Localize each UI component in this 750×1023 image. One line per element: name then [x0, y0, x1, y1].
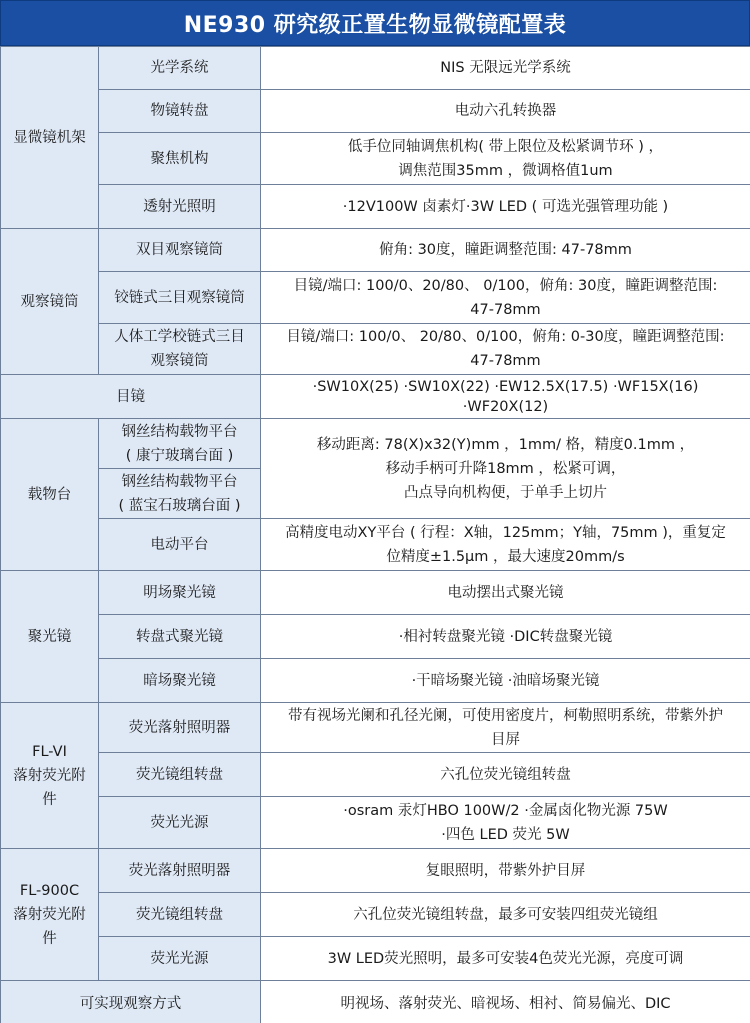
item-cell	[99, 133, 261, 185]
category-label: 落射荧光附	[13, 767, 86, 784]
category-label: 聚光镜	[27, 628, 72, 645]
item-cell	[99, 47, 261, 90]
value-cell	[261, 571, 750, 615]
category-label: 显微镜机架	[13, 129, 86, 146]
value-cell	[261, 324, 750, 375]
item-cell	[99, 272, 261, 324]
category-label: 件	[42, 791, 57, 808]
category-cell	[1, 571, 99, 703]
category-label: FL-900C	[19, 882, 80, 899]
value-text: 目镜/端口: 100/0、20/80、 0/100，俯角: 30度，瞳距调整范围:	[293, 277, 718, 294]
value-text: 目屏	[491, 731, 520, 748]
value-cell	[261, 937, 750, 981]
category-label: 目镜	[116, 388, 145, 405]
value-text: 47-78mm	[470, 353, 541, 369]
table-row	[1, 519, 750, 571]
value-cell	[261, 849, 750, 893]
value-text: 调焦范围35mm ，微调格值1um	[398, 162, 613, 179]
value-text: 凸点导向机构便，于单手上切片	[404, 484, 607, 501]
table-row	[1, 849, 750, 893]
value-text: 电动摆出式聚光镜	[447, 584, 564, 601]
item-label: 铰链式三目观察镜筒	[114, 289, 245, 306]
table-row	[1, 375, 750, 419]
item-label: ( 蓝宝石玻璃台面 )	[118, 497, 241, 514]
item-label: 钢丝结构载物平台	[121, 473, 238, 490]
value-text: 六孔位荧光镜组转盘	[440, 766, 571, 783]
table-row	[1, 133, 750, 185]
table-row	[1, 615, 750, 659]
value-text: 低手位同轴调焦机构( 带上限位及松紧调节环 ) ，	[347, 138, 664, 155]
value-text: 高精度电动XY平台 ( 行程：X轴，125mm；Y轴，75mm )，重复定	[285, 524, 726, 541]
item-cell	[99, 469, 261, 519]
value-text: 目镜/端口: 100/0、 20/80、0/100，俯角: 0-30度，瞳距调整范围:	[286, 329, 725, 345]
item-cell	[99, 90, 261, 133]
value-text: NIS 无限远光学系统	[440, 60, 571, 76]
value-cell	[261, 185, 750, 229]
item-cell	[99, 937, 261, 981]
table-row	[1, 571, 750, 615]
category-cell	[1, 229, 99, 375]
value-cell	[261, 659, 750, 703]
value-cell	[261, 703, 750, 753]
item-label: 暗场聚光镜	[143, 672, 216, 689]
value-cell	[261, 272, 750, 324]
item-label: 观察镜筒	[150, 353, 209, 369]
value-cell	[261, 419, 750, 519]
item-label: 光学系统	[150, 60, 209, 76]
item-label: 荧光光源	[150, 950, 209, 967]
item-cell	[99, 571, 261, 615]
category-label: 落射荧光附	[13, 906, 86, 923]
value-text: 明视场、落射荧光、暗视场、相衬、简易偏光、DIC	[340, 995, 671, 1012]
table-row	[1, 47, 750, 90]
value-cell	[261, 90, 750, 133]
item-cell	[99, 659, 261, 703]
item-label: 钢丝结构载物平台	[121, 423, 238, 440]
value-text: 俯角: 30度，瞳距调整范围: 47-78mm	[379, 242, 632, 258]
value-cell	[261, 375, 750, 419]
category-cell	[1, 849, 99, 981]
value-text: ·WF20X(12)	[462, 398, 549, 415]
value-cell	[261, 753, 750, 797]
category-label: FL-VI	[32, 743, 67, 760]
value-text: 移动手柄可升降18mm ，松紧可调，	[385, 460, 626, 477]
table-row	[1, 185, 750, 229]
value-cell	[261, 133, 750, 185]
item-cell	[99, 753, 261, 797]
category-label: 载物台	[27, 486, 72, 503]
item-label: 电动平台	[150, 536, 209, 553]
value-text: ·osram 汞灯HBO 100W/2 ·金属卤化物光源 75W	[343, 802, 668, 819]
value-cell	[261, 47, 750, 90]
item-label: 双目观察镜筒	[136, 242, 223, 258]
value-cell	[261, 519, 750, 571]
table-row	[1, 981, 750, 1023]
category-cell	[1, 419, 99, 571]
item-cell	[99, 797, 261, 849]
table-row	[1, 272, 750, 324]
item-cell	[99, 849, 261, 893]
item-cell	[99, 419, 261, 469]
value-cell	[261, 615, 750, 659]
table-row	[1, 419, 750, 469]
item-label: ( 康宁玻璃台面 )	[125, 447, 234, 464]
category-cell	[1, 47, 99, 229]
value-cell	[261, 981, 750, 1023]
item-label: 物镜转盘	[150, 103, 209, 119]
table-row	[1, 937, 750, 981]
value-text: ·SW10X(25) ·SW10X(22) ·EW12.5X(17.5) ·WF15X(16)	[312, 378, 699, 395]
value-text: 带有视场光阑和孔径光阑，可使用密度片，柯勒照明系统，带紫外护	[288, 707, 723, 724]
item-label: 明场聚光镜	[143, 584, 216, 601]
table-row	[1, 659, 750, 703]
spec-table	[0, 46, 750, 1023]
table-row	[1, 893, 750, 937]
value-cell	[261, 229, 750, 272]
category-label: 可实现观察方式	[79, 995, 182, 1012]
value-text: 移动距离: 78(X)x32(Y)mm ，1mm/ 格，精度0.1mm ，	[316, 436, 695, 453]
value-text: ·相衬转盘聚光镜 ·DIC转盘聚光镜	[398, 628, 613, 645]
item-label: 荧光镜组转盘	[136, 906, 223, 923]
item-cell	[99, 519, 261, 571]
item-label: 荧光光源	[150, 814, 209, 831]
item-cell	[99, 893, 261, 937]
item-cell	[99, 229, 261, 272]
table-row	[1, 703, 750, 753]
item-label: 荧光镜组转盘	[136, 766, 223, 783]
item-cell	[99, 703, 261, 753]
category-label: 观察镜筒	[20, 293, 79, 310]
table-row	[1, 753, 750, 797]
category-label: 件	[42, 930, 57, 947]
item-label: 人体工学校链式三目	[114, 329, 245, 345]
value-cell	[261, 797, 750, 849]
table-row	[1, 229, 750, 272]
value-text: ·12V100W 卤素灯·3W LED ( 可选光强管理功能 )	[342, 198, 669, 215]
item-cell	[99, 615, 261, 659]
item-cell	[99, 185, 261, 229]
value-text: 3W LED荧光照明，最多可安装4色荧光光源，亮度可调	[327, 950, 684, 967]
value-text: 位精度±1.5μm ，最大速度20mm/s	[386, 548, 625, 565]
value-text: 复眼照明，带紫外护目屏	[425, 862, 586, 879]
value-text: 电动六孔转换器	[454, 103, 557, 119]
item-label: 转盘式聚光镜	[136, 628, 223, 645]
item-label: 透射光照明	[143, 198, 216, 215]
value-text: ·干暗场聚光镜 ·油暗场聚光镜	[411, 672, 600, 689]
value-text: ·四色 LED 荧光 5W	[441, 826, 570, 843]
value-cell	[261, 893, 750, 937]
page-title: NE930 研究级正置生物显微镜配置表	[0, 0, 750, 46]
item-label: 聚焦机构	[150, 150, 209, 167]
value-text: 六孔位荧光镜组转盘，最多可安装四组荧光镜组	[353, 906, 658, 923]
table-row	[1, 797, 750, 849]
full-label-cell	[1, 375, 261, 419]
value-text: 47-78mm	[470, 301, 541, 318]
table-row	[1, 90, 750, 133]
category-cell	[1, 703, 99, 849]
item-cell	[99, 324, 261, 375]
full-label-cell	[1, 981, 261, 1023]
item-label: 荧光落射照明器	[128, 862, 231, 879]
item-label: 荧光落射照明器	[128, 719, 231, 736]
table-row	[1, 324, 750, 375]
